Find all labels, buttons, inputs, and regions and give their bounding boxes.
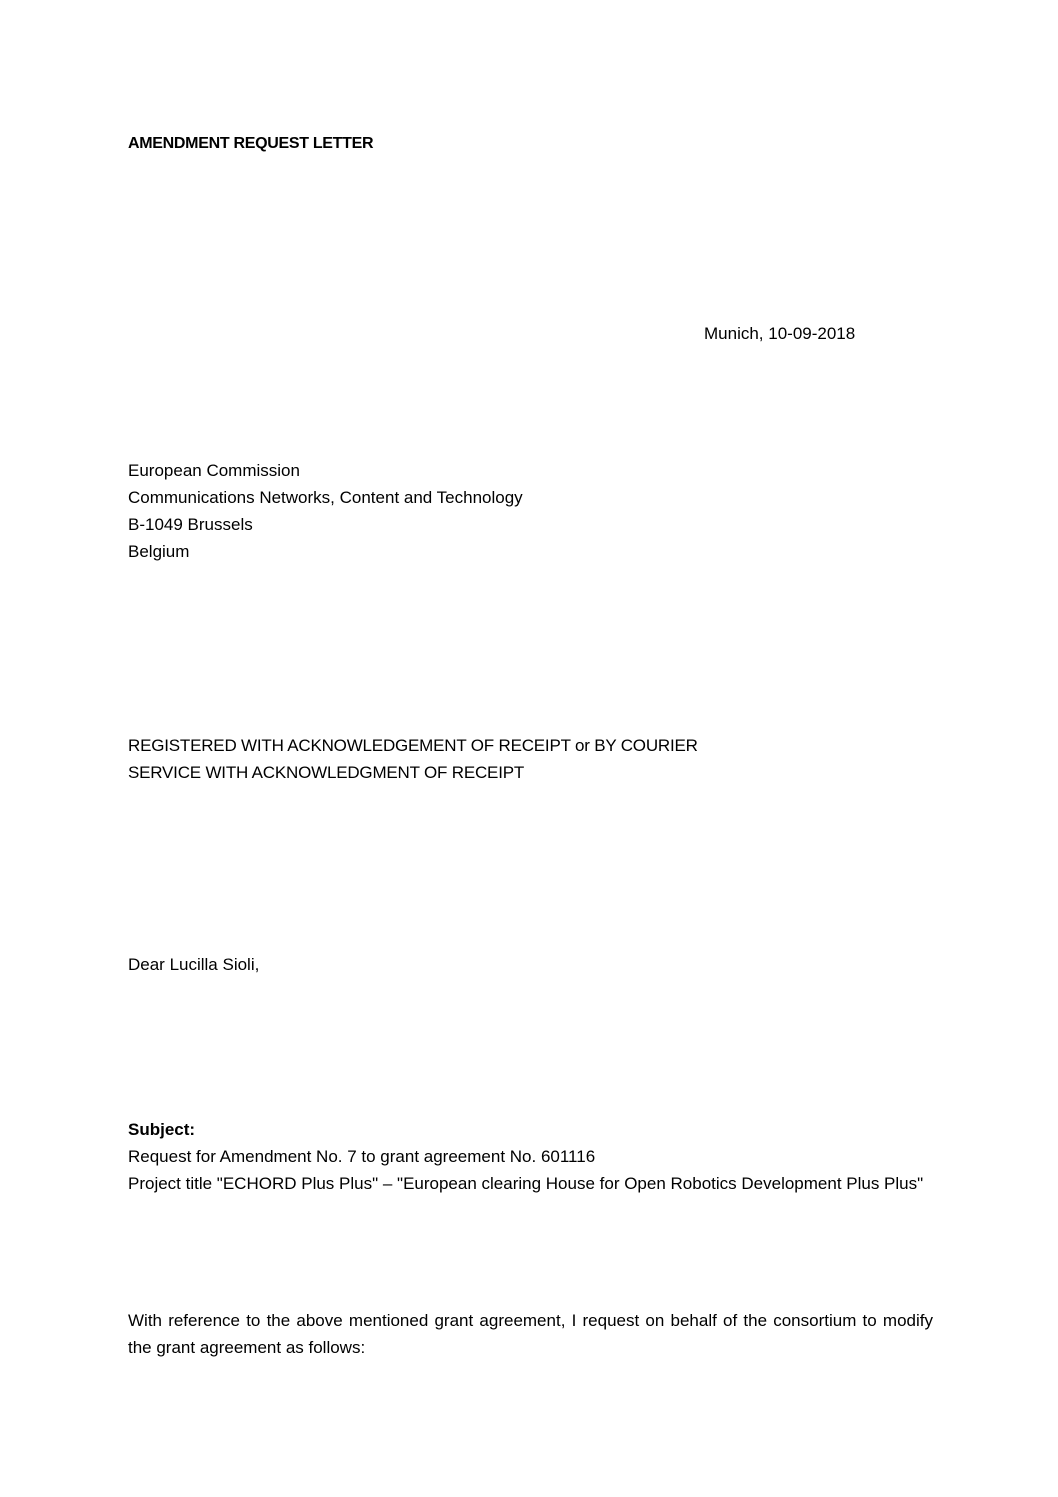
address-line: Communications Networks, Content and Technology [128, 488, 523, 507]
subject-request-line: Request for Amendment No. 7 to grant agreement No. 601116 [128, 1147, 596, 1166]
address-line: European Commission [128, 461, 300, 480]
subject-section [128, 1116, 933, 1197]
subject-project-line: Project title "ECHORD Plus Plus" – "European clearing House for Open Robotics Development Plus Plus" [128, 1174, 924, 1193]
address-line: B-1049 Brussels [128, 515, 253, 534]
salutation: Dear Lucilla Sioli, [128, 955, 260, 974]
body-paragraph: With reference to the above mentioned grant agreement, I request on behalf of the consortium to modify the grant agreement as follows: [128, 1311, 933, 1357]
delivery-method [128, 732, 933, 786]
letter-title: AMENDMENT REQUEST LETTER [128, 135, 374, 152]
subject-label: Subject: [128, 1120, 196, 1139]
address-line: Belgium [128, 542, 190, 561]
delivery-line: REGISTERED WITH ACKNOWLEDGEMENT OF RECEIPT or BY COURIER [128, 736, 698, 755]
delivery-line: SERVICE WITH ACKNOWLEDGMENT OF RECEIPT [128, 763, 525, 782]
date-line: Munich, 10-09-2018 [704, 324, 856, 343]
recipient-address [128, 457, 933, 565]
